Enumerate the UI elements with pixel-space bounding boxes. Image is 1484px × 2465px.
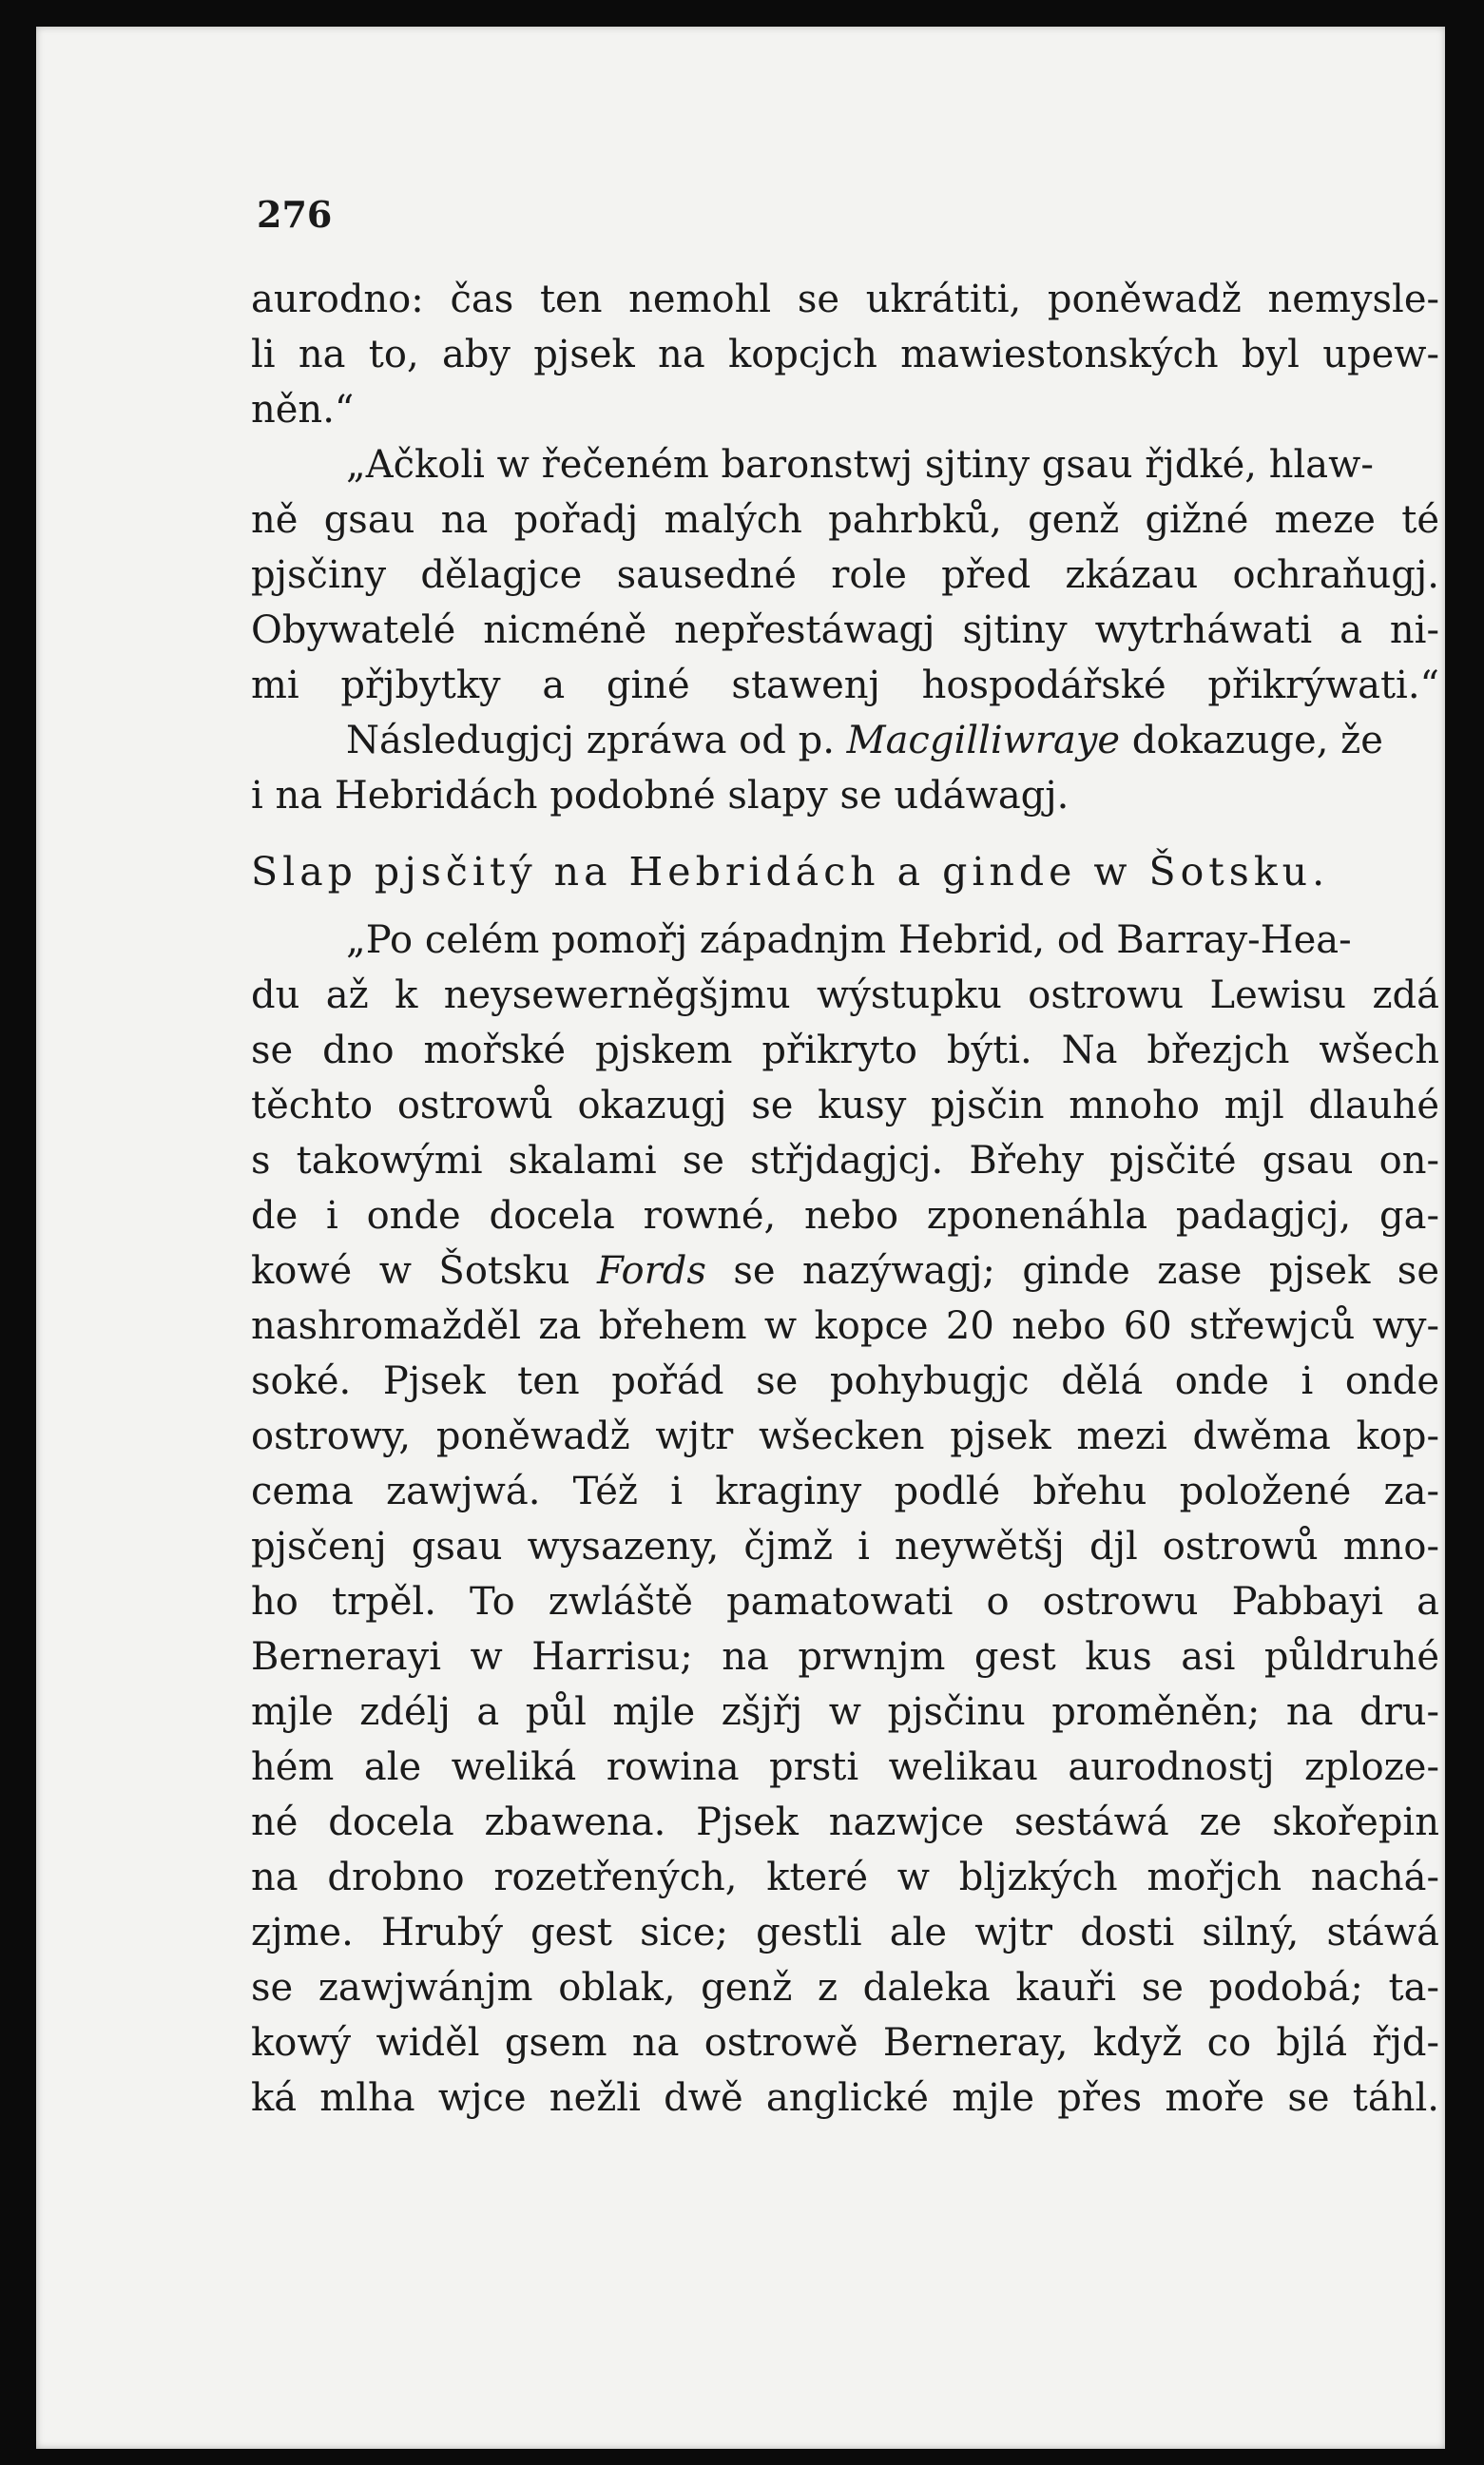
text-line xyxy=(251,913,1439,968)
line-text: „Po celém pomořj západnjm Hebrid, od Barray-Hea- xyxy=(346,918,1352,962)
line-text: Následugjcj zpráwa od p. xyxy=(346,719,847,762)
text-line xyxy=(251,658,1439,713)
text-line xyxy=(251,1354,1439,1409)
line-text: s takowými skalami se střjdagjcj. Břehy pjsčité gsau on- xyxy=(251,1139,1439,1183)
text-line xyxy=(251,492,1439,548)
text-line xyxy=(251,1850,1439,1905)
text-line xyxy=(251,327,1439,382)
text-line xyxy=(251,603,1439,658)
line-text: „Ačkoli w řečeném baronstwj sjtiny gsau řjdké, hlaw- xyxy=(346,443,1374,487)
line-text: Slap pjsčitý na Hebridách a ginde w Šotsku. xyxy=(251,849,1330,895)
text-line xyxy=(251,1243,1439,1299)
line-text: mi přjbytky a giné stawenj hospodářské přikrýwati.“ xyxy=(251,664,1439,707)
line-text: ostrowy, poněwadž wjtr wšecken pjsek mezi dwěma kop- xyxy=(251,1415,1439,1458)
line-text: de i onde docela rowné, nebo zponenáhla padagjcj, ga- xyxy=(251,1194,1439,1238)
text-line xyxy=(251,713,1439,768)
text-line xyxy=(251,548,1439,603)
line-text: se zawjwánjm oblak, genž z daleka kauři se podobá; ta- xyxy=(251,1966,1439,2010)
text-line xyxy=(251,1519,1439,1574)
line-text: soké. Pjsek ten pořád se pohybugjc dělá onde i onde xyxy=(251,1359,1439,1403)
italic-name: Macgilliwraye xyxy=(846,719,1121,762)
text-line xyxy=(251,1299,1439,1354)
text-line xyxy=(251,1464,1439,1519)
text-line xyxy=(251,1023,1439,1078)
line-text: na drobno rozetřených, které w bljzkých mořjch nachá- xyxy=(251,1856,1439,1899)
line-text: mjle zdélj a půl mjle zšjřj w pjsčinu proměněn; na dru- xyxy=(251,1690,1439,1734)
text-line xyxy=(251,1078,1439,1133)
line-text: li na to, aby pjsek na kopcjch mawiestonských byl upew- xyxy=(251,333,1439,376)
text-line xyxy=(251,1960,1439,2015)
line-text: kowé w Šotsku xyxy=(251,1249,597,1293)
text-line xyxy=(251,1629,1439,1685)
line-text: cema zawjwá. Též i kraginy podlé břehu položené za- xyxy=(251,1470,1439,1513)
line-text: kowý widěl gsem na ostrowě Berneray, když co bjlá řjd- xyxy=(251,2021,1439,2065)
line-text: Obywatelé nicméně nepřestáwagj sjtiny wytrháwati a ni- xyxy=(251,608,1439,652)
line-text: hém ale weliká rowina prsti welikau aurodnostj zploze- xyxy=(251,1745,1439,1789)
line-text: ho trpěl. To zwláště pamatowati o ostrowu Pabbayi a xyxy=(251,1580,1439,1624)
text-line xyxy=(251,768,1439,823)
text-line xyxy=(251,2070,1439,2126)
italic-name: Fords xyxy=(596,1249,706,1293)
page-number: 276 xyxy=(257,193,333,236)
text-line xyxy=(251,382,1439,437)
line-text: i na Hebridách podobné slapy se udáwagj. xyxy=(251,774,1070,818)
line-text: ně gsau na pořadj malých pahrbků, genž gižné meze té xyxy=(251,498,1439,542)
line-text-after: dokazuge, že xyxy=(1120,719,1383,762)
section-heading xyxy=(251,844,1439,899)
line-text-after: se nazýwagj; ginde zase pjsek se xyxy=(705,1249,1439,1293)
line-text: těchto ostrowů okazugj se kusy pjsčin mnoho mjl dlauhé xyxy=(251,1084,1439,1127)
line-text: zjme. Hrubý gest sice; gestli ale wjtr dosti silný, stáwá xyxy=(251,1911,1439,1955)
line-text: něn.“ xyxy=(251,388,355,432)
line-text: pjsčenj gsau wysazeny, čjmž i neywětšj djl ostrowů mno- xyxy=(251,1525,1439,1569)
text-line xyxy=(251,1409,1439,1464)
line-text: nashromažděl za břehem w kopce 20 nebo 60 střewjců wy- xyxy=(251,1304,1439,1348)
line-text: se dno mořské pjskem přikryto býti. Na březjch wšech xyxy=(251,1029,1439,1072)
text-line xyxy=(251,968,1439,1023)
book-page xyxy=(36,27,1445,2449)
line-text: pjsčiny dělagjce sausedné role před zkázau ochraňugj. xyxy=(251,553,1439,597)
line-text: aurodno: čas ten nemohl se ukrátiti, poněwadž nemysle- xyxy=(251,278,1439,321)
line-text: ká mlha wjce nežli dwě anglické mjle přes moře se táhl. xyxy=(251,2076,1439,2120)
text-line xyxy=(251,437,1439,492)
text-line xyxy=(251,1905,1439,1960)
text-line xyxy=(251,1685,1439,1740)
body-text xyxy=(251,272,1439,2126)
text-line xyxy=(251,1795,1439,1850)
text-line xyxy=(251,1188,1439,1243)
text-line xyxy=(251,2015,1439,2070)
text-line xyxy=(251,1574,1439,1629)
text-line xyxy=(251,1740,1439,1795)
text-line xyxy=(251,1133,1439,1188)
line-text: né docela zbawena. Pjsek nazwjce sestáwá ze skořepin xyxy=(251,1801,1439,1844)
line-text: du až k neysewerněgšjmu wýstupku ostrowu Lewisu zdá xyxy=(251,973,1439,1017)
line-text: Bernerayi w Harrisu; na prwnjm gest kus asi půldruhé xyxy=(251,1635,1439,1679)
text-line xyxy=(251,272,1439,327)
